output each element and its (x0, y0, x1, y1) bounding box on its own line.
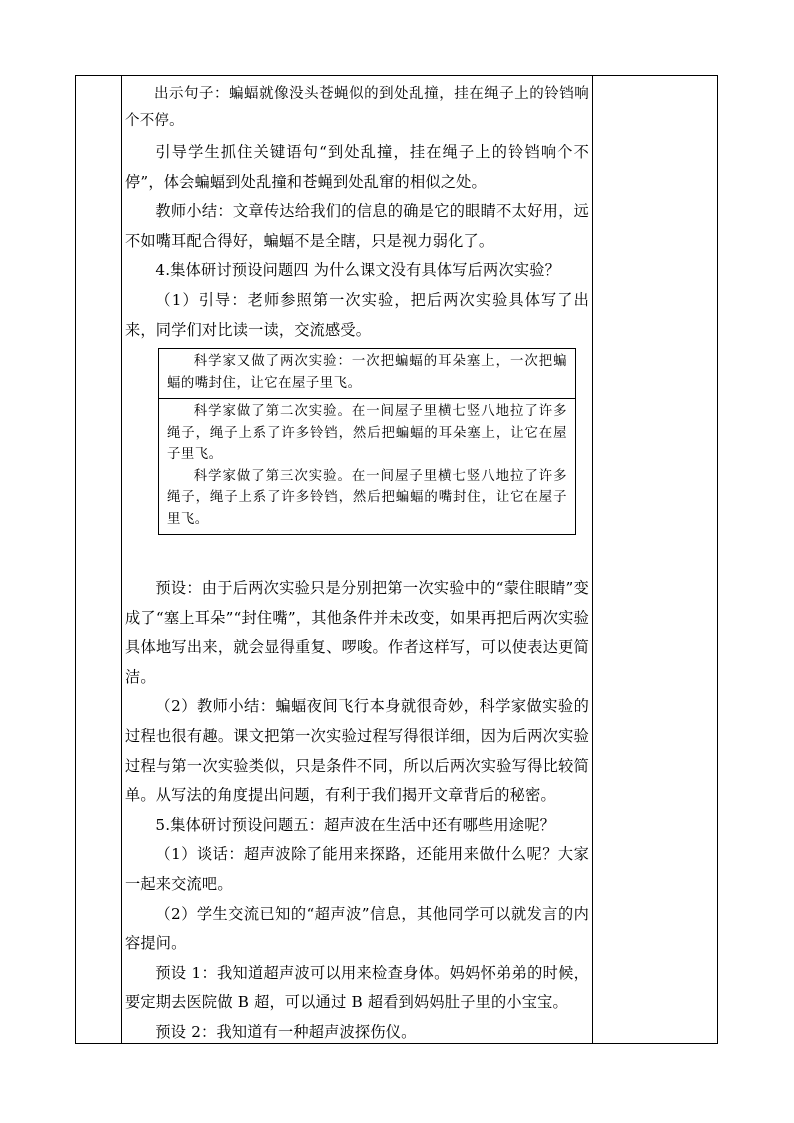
paragraph-guide-compare: （1）引导：老师参照第一次实验，把后两次实验具体写了出来，同学们对比读一读，交流感受。 (125, 290, 589, 339)
original-text: 科学家又做了两次实验：一次把蝙蝠的耳朵塞上，一次把蝙蝠的嘴封住，让它在屋子里飞。 (167, 354, 567, 391)
paragraph-teacher-summary-1: 教师小结：文章传达给我们的信息的确是它的眼睛不太好用，远不如嘴耳配合得好，蝙蝠不是全瞎，只是视力弱化了。 (125, 202, 589, 250)
heading-question-4: 4.集体研讨预设问题四 为什么课文没有具体写后两次实验？ (155, 261, 560, 280)
column-divider-right (592, 76, 593, 1043)
paragraph-preset-answer: 预设：由于后两次实验只是分别把第一次实验中的“蒙住眼睛”变成了“塞上耳朵”“封住嘴”，其他条件并未改变，如果再把后两次实验具体地写出来，就会显得重复、啰唆。作者这样写，可以使表达更简洁。 (125, 579, 589, 686)
paragraph-preset-2: 预设 2：我知道有一种超声波探伤仪。 (155, 1022, 417, 1041)
experiment-comparison-box (158, 348, 576, 535)
paragraph-preset-1: 预设 1：我知道超声波可以用来检查身体。妈妈怀弟弟的时候，要定期去医院做 B 超，可以通过 B 超看到妈妈肚子里的小宝宝。 (125, 963, 589, 1012)
lesson-plan-table (75, 75, 718, 1044)
paragraph-student-exchange: （2）学生交流已知的“超声波”信息，其他同学可以就发言的内容提问。 (125, 904, 589, 953)
teaching-process-cell-continued (125, 574, 589, 1048)
quoted-sentence: 出示句子：蝙蝠就像没头苍蝇似的到处乱撞，挂在绳子上的铃铛响个不停。 (125, 86, 589, 129)
third-experiment-text: 科学家做了第三次实验。在一间屋子里横七竖八地拉了许多绳子，绳子上系了许多铃铛，然后把蝙蝠的嘴封住，让它在屋子里飞。 (167, 468, 567, 527)
paragraph-teacher-summary-2: （2）教师小结：蝙蝠夜间飞行本身就很奇妙，科学家做实验的过程也很有趣。课文把第一次实验过程写得很详细，因为后两次实验过程与第一次实验类似，只是条件不同，所以后两次实验写得比较简单。从写法的角度提出问题，有利于我们揭开文章背后的秘密。 (125, 697, 589, 805)
column-divider-left (121, 76, 122, 1043)
paragraph-guide-keywords: 引导学生抓住关键语句“到处乱撞，挂在绳子上的铃铛响个不停”，体会蝙蝠到处乱撞和苍蝇到处乱窜的相似之处。 (125, 143, 589, 191)
second-experiment-text: 科学家做了第二次实验。在一间屋子里横七竖八地拉了许多绳子，绳子上系了许多铃铛，然后把蝙蝠的耳朵塞上，让它在屋子里飞。 (167, 404, 567, 462)
rewritten-text-row (159, 398, 575, 534)
paragraph-discussion: （1）谈话：超声波除了能用来探路，还能用来做什么呢？大家一起来交流吧。 (125, 845, 589, 893)
teaching-process-cell (125, 81, 589, 345)
original-text-row (159, 349, 575, 398)
heading-question-5: 5.集体研讨预设问题五：超声波在生活中还有哪些用途呢？ (155, 815, 555, 834)
